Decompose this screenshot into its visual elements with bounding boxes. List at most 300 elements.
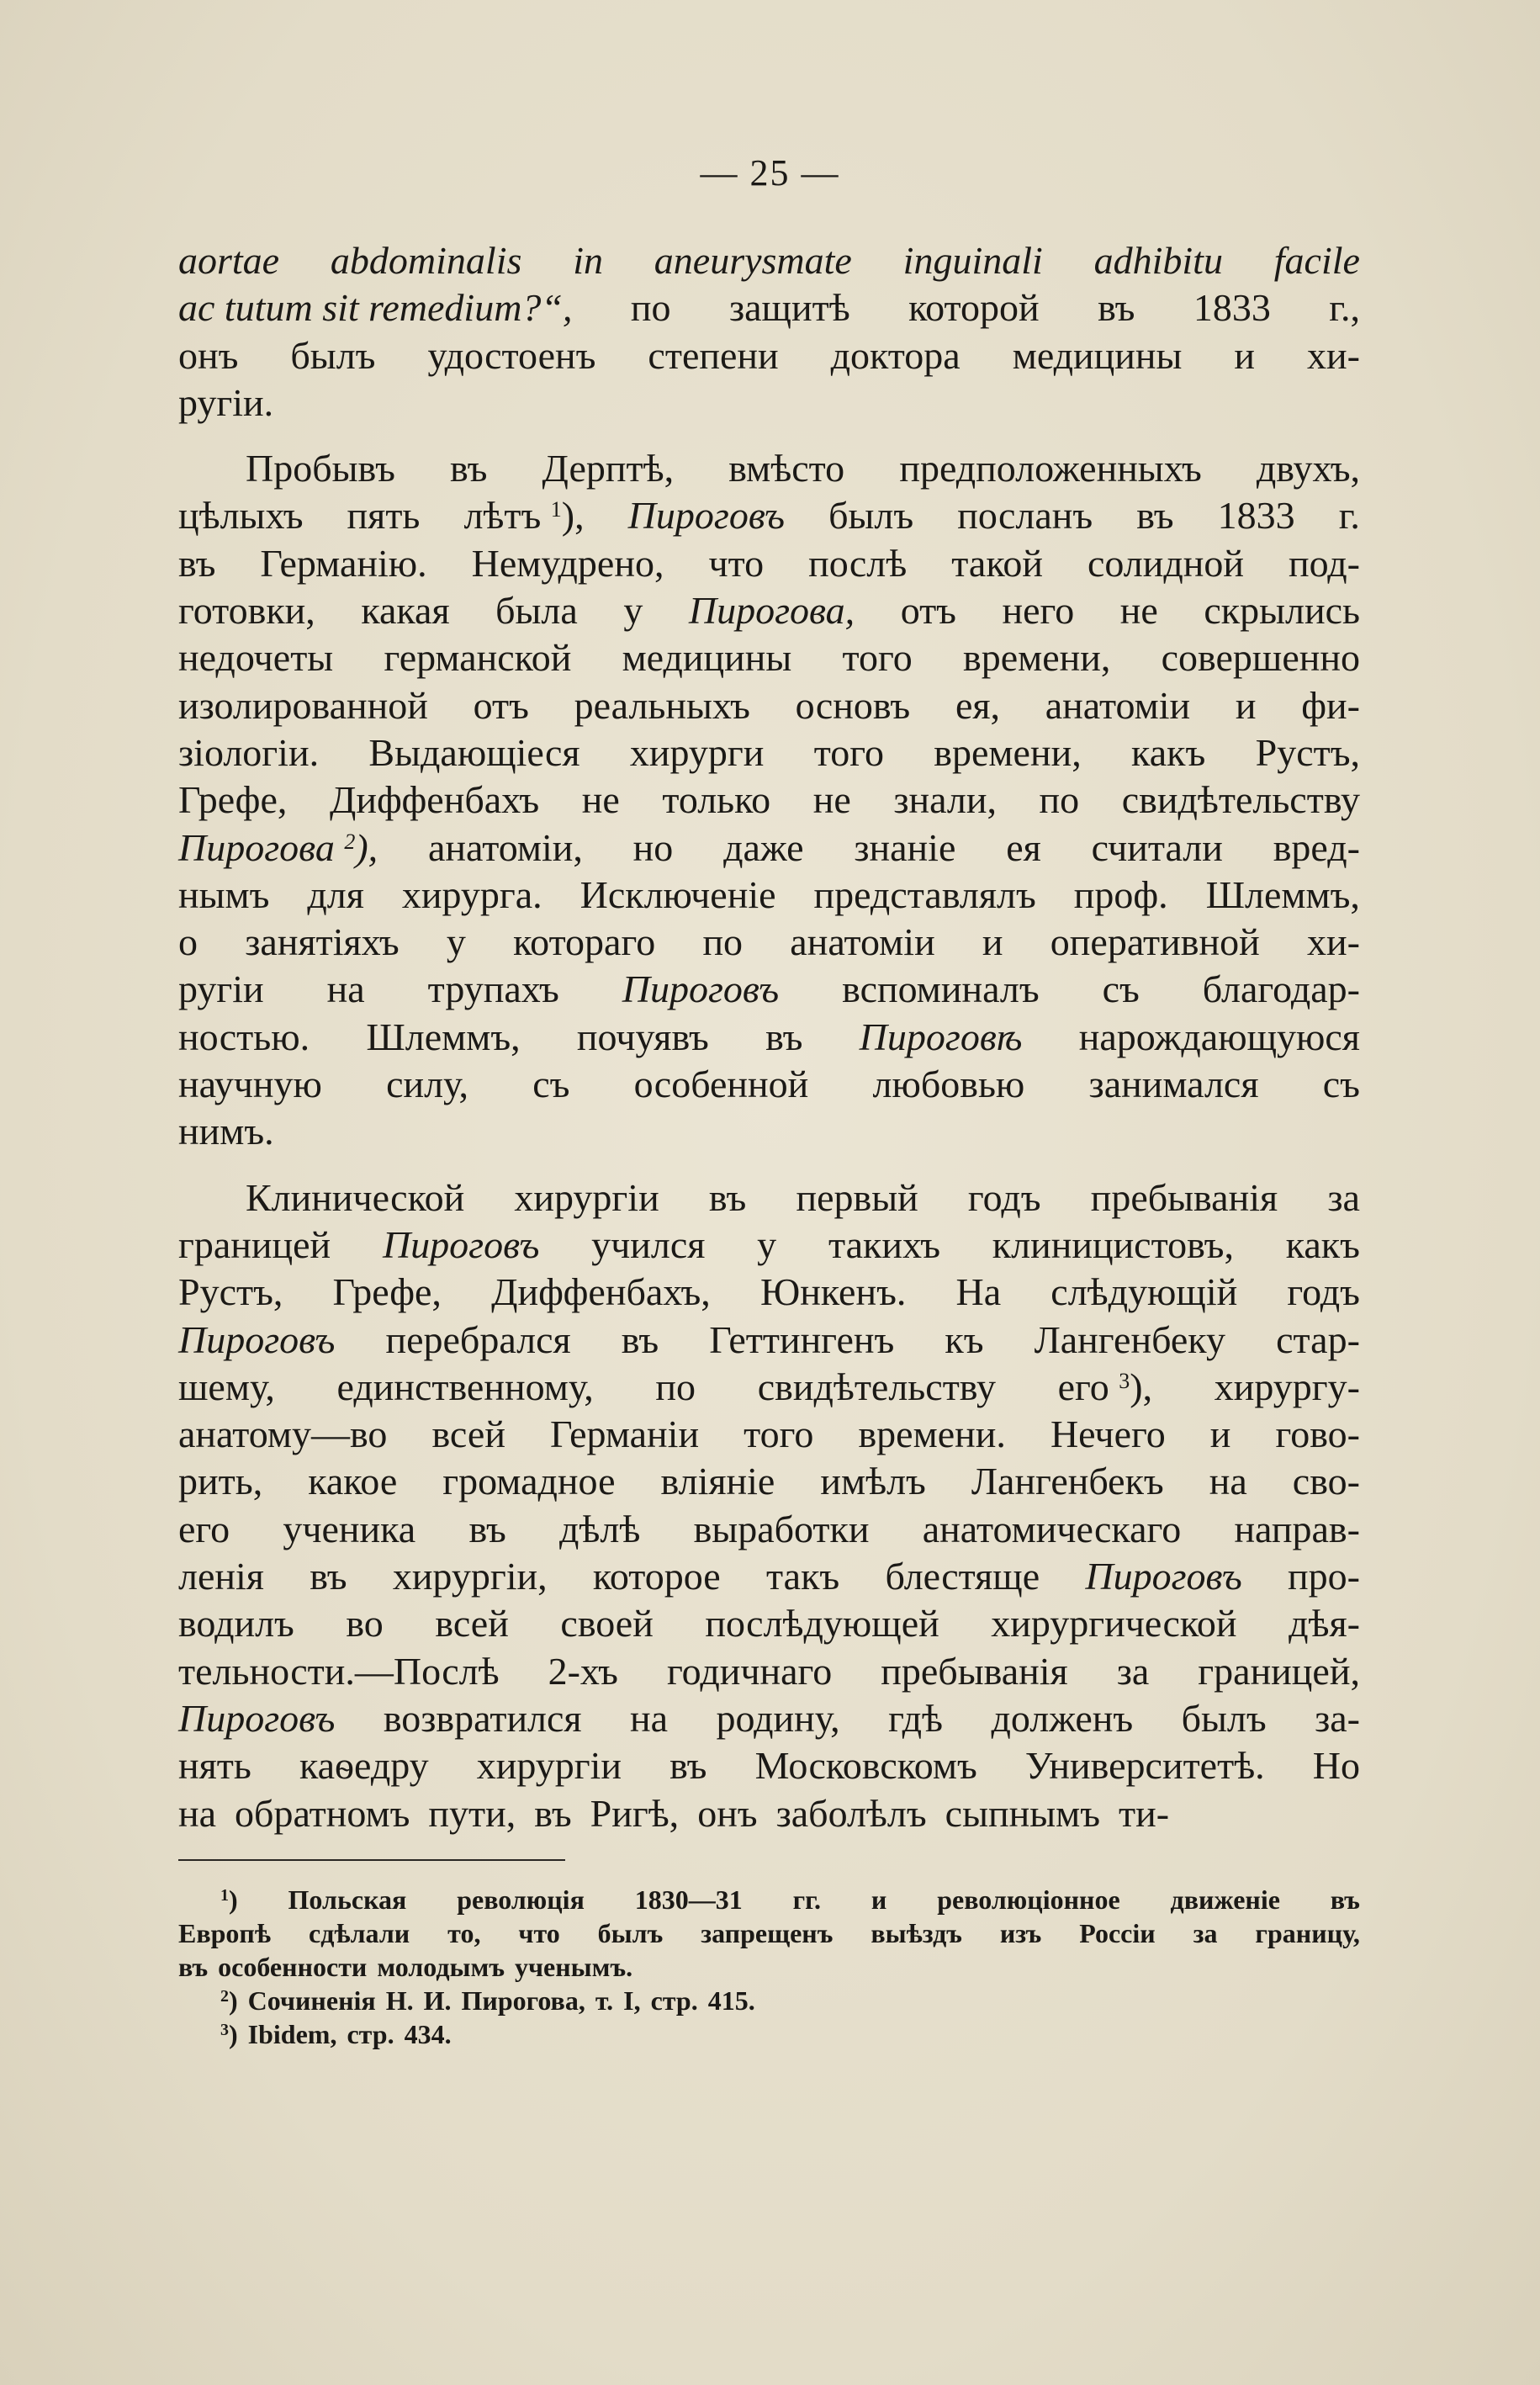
text-word: возвратился <box>383 1696 582 1740</box>
text-word: занятіяхъ <box>245 920 400 964</box>
text-word: того <box>842 636 913 680</box>
text-line <box>178 1317 1360 1364</box>
text-word: и <box>982 920 1003 964</box>
text-word: заболѣлъ <box>775 1791 927 1835</box>
text-word: у <box>623 589 643 633</box>
text-word: вмѣсто <box>728 447 845 490</box>
text-word: степени <box>648 333 779 377</box>
text-word: отъ <box>900 589 956 633</box>
text-word: Геттингенъ <box>709 1317 895 1361</box>
text-word: защитѣ <box>728 286 850 330</box>
text-word: такой <box>951 541 1043 585</box>
text-word: его <box>178 1507 230 1550</box>
text-word: Юнкенъ. <box>759 1270 907 1314</box>
text-word: въ <box>708 1175 747 1219</box>
text-word: под- <box>1288 541 1360 585</box>
text-word: доктора <box>830 333 961 377</box>
text-word: хирургической <box>991 1602 1237 1646</box>
text-word: имѣлъ <box>820 1460 926 1503</box>
text-word: свидѣтельству <box>1121 778 1360 822</box>
text-word: пять <box>347 494 421 538</box>
text-word: водилъ <box>178 1602 294 1646</box>
text-word: что <box>708 541 765 585</box>
text-word: ругіи <box>178 967 264 1011</box>
text-word: рить, <box>178 1460 263 1503</box>
text-word: фи- <box>1301 683 1360 727</box>
footnote-word: изъ <box>999 1918 1042 1948</box>
text-word: хирургіи <box>514 1175 659 1219</box>
text-word: 1833 <box>1193 286 1271 330</box>
text-word: совершенно <box>1161 636 1360 680</box>
text-word: abdominalis <box>330 239 522 282</box>
text-word: тельности.—Послѣ <box>178 1649 500 1693</box>
text-word: пребыванія <box>1090 1175 1278 1219</box>
text-word: по <box>655 1365 696 1408</box>
text-word: годъ <box>1287 1270 1360 1314</box>
footnote-word: 415. <box>707 1985 755 2016</box>
text-line <box>178 379 1360 427</box>
text-word: Лангенбеку <box>1034 1317 1226 1361</box>
text-word: г. <box>1338 494 1360 538</box>
text-word: ругіи. <box>178 380 274 424</box>
text-word: хи- <box>1307 333 1360 377</box>
text-word: всей <box>435 1602 509 1646</box>
text-word: благодар- <box>1202 967 1360 1011</box>
text-line <box>178 1014 1360 1061</box>
text-word: въ <box>178 541 216 585</box>
text-word: Лангенбекъ <box>971 1460 1164 1503</box>
text-word: въ <box>534 1791 572 1835</box>
text-word: про- <box>1288 1555 1360 1598</box>
text-word: котораго <box>513 920 656 964</box>
text-line <box>178 729 1360 776</box>
text-word: пути, <box>428 1791 516 1835</box>
text-word: 2-хъ <box>548 1649 618 1693</box>
text-word: клиницистовъ, <box>992 1222 1234 1266</box>
text-word: того <box>744 1412 814 1456</box>
text-word: не <box>581 778 620 822</box>
footnote-word: запрещенъ <box>701 1918 834 1948</box>
text-word: границей <box>178 1222 331 1266</box>
text-word: своей <box>560 1602 654 1646</box>
text-word: вспоминалъ <box>842 967 1040 1011</box>
text-word: въ <box>621 1317 659 1361</box>
text-word: предположенныхъ <box>899 447 1202 490</box>
text-word: хирургіи <box>476 1744 622 1788</box>
text-word: Пироговъ <box>178 1696 336 1740</box>
text-word: блестяще <box>885 1555 1040 1598</box>
text-word: Диффенбахъ, <box>491 1270 711 1314</box>
footnote-word: гг. <box>792 1884 822 1915</box>
text-line <box>178 1648 1360 1695</box>
text-word: цѣлыхъ <box>178 494 304 538</box>
text-line <box>178 1458 1360 1505</box>
text-word: г., <box>1329 286 1360 330</box>
text-line <box>178 1553 1360 1600</box>
text-word: какая <box>361 589 450 633</box>
text-word: гдѣ <box>888 1696 944 1740</box>
text-word: гово- <box>1275 1412 1360 1456</box>
text-word: пребыванія <box>881 1649 1068 1693</box>
text-word: дѣлѣ <box>559 1507 641 1550</box>
text-word: на <box>178 1791 217 1835</box>
text-word: въ <box>450 447 488 490</box>
text-word: ея, <box>955 683 1001 727</box>
text-word: и <box>1235 683 1257 727</box>
text-word: того <box>813 730 884 774</box>
text-word: хирурга. <box>401 872 542 916</box>
footnote-word: I, <box>623 1985 641 2016</box>
text-word: Университетѣ. <box>1024 1744 1265 1788</box>
text-word: на <box>326 967 365 1011</box>
text-word: знаніе <box>854 825 956 869</box>
text-word: германской <box>384 636 572 680</box>
text-word: годичнаго <box>666 1649 833 1693</box>
text-word: былъ <box>1181 1696 1267 1740</box>
text-word: онъ <box>178 333 239 377</box>
text-word: медицины <box>1012 333 1183 377</box>
footnote-word: за <box>1193 1918 1218 1948</box>
text-word: какое <box>308 1460 398 1503</box>
text-word: только <box>662 778 771 822</box>
text-word: даже <box>723 825 804 869</box>
footnote-word: $^3$) <box>220 2019 238 2049</box>
text-line <box>178 1364 1360 1411</box>
text-word: двухъ, <box>1256 447 1360 490</box>
text-word: съ <box>1102 967 1140 1011</box>
text-word: вліяніе <box>660 1460 775 1503</box>
text-word: какъ <box>1285 1222 1360 1266</box>
text-word: у <box>757 1222 777 1266</box>
text-line <box>178 1411 1360 1458</box>
main-text <box>178 237 1360 1837</box>
text-word: реальныхъ <box>574 683 750 727</box>
text-line <box>178 445 1360 492</box>
text-word: и <box>1209 1412 1231 1456</box>
text-word: ностью. <box>178 1015 310 1058</box>
text-word: Немудрено, <box>471 541 664 585</box>
text-word: нять <box>178 1744 251 1788</box>
text-word: въ <box>1136 494 1174 538</box>
text-word: почуявъ <box>576 1015 709 1058</box>
text-word: недочеты <box>178 636 334 680</box>
text-word: Рустъ, <box>1255 730 1360 774</box>
footnote-word: въ <box>178 1952 209 1982</box>
text-word: Исключеніе <box>579 872 776 916</box>
text-word: проф. <box>1073 872 1168 916</box>
text-word: 1833 <box>1217 494 1295 538</box>
text-word: анатому—во <box>178 1412 388 1456</box>
text-word: учился <box>591 1222 706 1266</box>
text-word: такихъ <box>828 1222 941 1266</box>
footnote-word: революція <box>457 1884 585 1915</box>
text-word: первый <box>796 1175 918 1219</box>
text-line <box>178 332 1360 379</box>
text-word: во <box>346 1602 384 1646</box>
text-word: in <box>573 239 603 282</box>
page-number: — 25 — <box>700 152 840 193</box>
text-word: Московскомъ <box>754 1744 977 1788</box>
text-word: на <box>630 1696 669 1740</box>
text-line <box>178 682 1360 729</box>
text-word: Германіи <box>550 1412 700 1456</box>
text-line <box>178 237 1360 284</box>
text-word: Ригѣ, <box>590 1791 680 1835</box>
text-word: хирургу- <box>1214 1365 1360 1408</box>
text-word: Германію. <box>260 541 427 585</box>
text-word: Пироговъ <box>1085 1555 1242 1598</box>
text-word: его $^3$), <box>1057 1365 1153 1408</box>
footnote-word: Россіи <box>1079 1918 1156 1948</box>
text-line <box>178 1222 1360 1269</box>
text-line <box>178 1174 1360 1222</box>
text-word: считали <box>1091 825 1223 869</box>
footnote-word: т. <box>595 1985 614 2016</box>
text-word: былъ <box>828 494 914 538</box>
text-word: стар- <box>1276 1317 1360 1361</box>
text-word: ac tutum sit remedium?“, <box>178 286 573 330</box>
footnote-word: Ibidem, <box>247 2019 337 2049</box>
text-word: научную <box>178 1063 322 1106</box>
footnote-word: Польская <box>288 1884 407 1915</box>
text-word: посланъ <box>957 494 1093 538</box>
text-word: которой <box>908 286 1040 330</box>
footnote-word: Пирогова, <box>461 1985 585 2016</box>
text-line <box>178 492 1360 539</box>
footnote-word: былъ <box>597 1918 664 1948</box>
footnote-word: ученымъ. <box>514 1952 633 1982</box>
text-line <box>178 824 1360 872</box>
text-word: Шлеммъ, <box>1205 872 1360 916</box>
footnote-word: выѣздъ <box>871 1918 962 1948</box>
text-word: вред- <box>1273 825 1360 869</box>
text-word: на <box>1209 1460 1247 1503</box>
text-word: него <box>1002 589 1075 633</box>
footnote-line <box>178 1883 1360 1916</box>
text-word: Рустъ, <box>178 1270 283 1314</box>
text-line <box>178 776 1360 824</box>
text-word: такъ <box>765 1555 840 1598</box>
text-word: удостоенъ <box>427 333 596 377</box>
text-line <box>178 1742 1360 1789</box>
text-word: трупахъ <box>427 967 559 1011</box>
text-word: готовки, <box>178 589 315 633</box>
text-word: Пробывъ <box>246 447 395 490</box>
text-word: въ <box>765 1015 803 1058</box>
text-word: представлялъ <box>813 872 1036 916</box>
text-word: выработки <box>693 1507 870 1550</box>
text-word: зіологіи. <box>178 730 320 774</box>
footnote-word: то, <box>447 1918 481 1948</box>
text-word: Нечего <box>1050 1412 1166 1456</box>
text-word: оперативной <box>1050 920 1260 964</box>
footnote-word: 434. <box>404 2019 452 2049</box>
text-word: шему, <box>178 1365 275 1408</box>
text-word: Клинической <box>246 1175 465 1219</box>
text-word: которое <box>592 1555 721 1598</box>
footnote-word: что <box>518 1918 560 1948</box>
text-word: съ <box>532 1063 570 1106</box>
text-word: къ <box>945 1317 984 1361</box>
text-word: въ <box>1098 286 1135 330</box>
text-word: послѣдующей <box>705 1602 939 1646</box>
text-word: былъ <box>290 333 376 377</box>
text-word: единственному, <box>336 1365 594 1408</box>
text-word: inguinali <box>902 239 1043 282</box>
text-line <box>178 540 1360 587</box>
text-word: aortae <box>178 239 280 282</box>
text-word: adhibitu <box>1093 239 1223 282</box>
footnote-line <box>178 1950 1360 1984</box>
footnote-word: стр. <box>650 1985 698 2016</box>
text-line <box>178 1061 1360 1108</box>
text-word: въ <box>669 1744 707 1788</box>
text-word: не <box>812 778 851 822</box>
text-word: въ <box>468 1507 506 1550</box>
footnote-word: Н. <box>385 1985 414 2016</box>
text-word: для <box>307 872 364 916</box>
text-word: времени, <box>962 636 1111 680</box>
text-word: за- <box>1315 1696 1360 1740</box>
text-line <box>178 284 1360 331</box>
footnote-word: границу, <box>1255 1918 1360 1948</box>
text-word: изолированной <box>178 683 428 727</box>
text-word: солидной <box>1087 541 1244 585</box>
text-word: онъ <box>697 1791 758 1835</box>
text-line <box>178 872 1360 919</box>
text-word: Пироговъ <box>178 1317 336 1361</box>
text-word: какъ <box>1131 730 1206 774</box>
text-word: анатоміи, <box>427 825 583 869</box>
text-word: дѣя- <box>1289 1602 1360 1646</box>
footnote-word: особенности <box>218 1952 368 1982</box>
text-word: Грефе, <box>332 1270 442 1314</box>
text-word: силу, <box>386 1063 468 1106</box>
text-line <box>178 1790 1360 1837</box>
text-word: по <box>702 920 744 964</box>
footnote-word: движеніе <box>1170 1884 1280 1915</box>
text-word: Пироговѣ <box>859 1015 1023 1058</box>
text-word: за <box>1116 1649 1150 1693</box>
text-word: сво- <box>1292 1460 1360 1503</box>
footnote-word: молодымъ <box>377 1952 505 1982</box>
text-word: Но <box>1312 1744 1360 1788</box>
text-word: отъ <box>473 683 529 727</box>
text-word: обратномъ <box>235 1791 410 1835</box>
text-word: анатоміи <box>1045 683 1191 727</box>
text-line <box>178 1269 1360 1316</box>
text-line <box>178 1506 1360 1553</box>
text-word: aneurysmate <box>654 239 852 282</box>
text-word: ленія <box>178 1555 264 1598</box>
footnote-word: $^1$) <box>220 1884 238 1915</box>
text-word: особенной <box>633 1063 809 1106</box>
footnote-word: $^2$) <box>220 1985 238 2016</box>
text-word: Шлеммъ, <box>366 1015 521 1058</box>
text-line <box>178 634 1360 681</box>
text-line <box>178 1108 1360 1155</box>
text-word: послѣ <box>808 541 908 585</box>
text-word: Пироговъ <box>627 494 786 538</box>
text-line <box>178 587 1360 634</box>
footnote-line <box>178 1984 1360 2017</box>
text-word: громадное <box>442 1460 616 1503</box>
text-word: Пирогова $^2$), <box>178 825 378 869</box>
footnote-word: И. <box>423 1985 452 2016</box>
text-word: въ <box>310 1555 347 1598</box>
text-line <box>178 919 1360 966</box>
footnote-line <box>178 2017 1360 2051</box>
text-word: хирурги <box>629 730 765 774</box>
text-word: и <box>1234 333 1256 377</box>
text-word: за <box>1327 1175 1360 1219</box>
text-word: лѣтъ $^1$), <box>463 494 585 538</box>
text-word: не <box>1119 589 1158 633</box>
text-word: Пироговъ <box>382 1222 540 1266</box>
footnote-word: Европѣ <box>178 1918 272 1948</box>
text-word: времени, <box>934 730 1082 774</box>
text-word: Выдающіеся <box>368 730 580 774</box>
text-word: анатоміи <box>790 920 935 964</box>
text-word: времени. <box>858 1412 1006 1456</box>
text-word: нымъ <box>178 872 270 916</box>
footnote-word: стр. <box>347 2019 394 2049</box>
text-word: занимался <box>1088 1063 1259 1106</box>
footnote-divider <box>178 1859 565 1861</box>
text-word: хи- <box>1306 920 1360 964</box>
footnote-word: Сочиненія <box>247 1985 376 2016</box>
text-word: по <box>630 286 671 330</box>
text-word: была <box>495 589 578 633</box>
text-word: годъ <box>967 1175 1041 1219</box>
text-word: анатомическаго <box>922 1507 1182 1550</box>
text-line <box>178 1695 1360 1742</box>
text-word: родину, <box>716 1696 840 1740</box>
text-word: хирургіи, <box>392 1555 548 1598</box>
text-word: свидѣтельству <box>757 1365 996 1408</box>
text-word: у <box>446 920 466 964</box>
text-word: Диффенбахъ <box>329 778 540 822</box>
text-word: но <box>632 825 674 869</box>
footnotes <box>178 1883 1360 2051</box>
footnote-word: революціонное <box>937 1884 1120 1915</box>
text-word: сыпнымъ <box>945 1791 1101 1835</box>
text-word: facile <box>1273 239 1360 282</box>
text-word: основъ <box>795 683 911 727</box>
text-word: Дерптѣ, <box>542 447 675 490</box>
text-word: Пирогова, <box>688 589 855 633</box>
text-word: ти- <box>1119 1791 1170 1835</box>
text-word: перебрался <box>385 1317 571 1361</box>
text-word: скрылись <box>1204 589 1360 633</box>
text-word: направ- <box>1234 1507 1360 1550</box>
text-word: медицины <box>622 636 792 680</box>
text-word: съ <box>1322 1063 1360 1106</box>
text-word: знали, <box>893 778 997 822</box>
text-line <box>178 966 1360 1013</box>
text-word: ученика <box>283 1507 416 1550</box>
text-word: долженъ <box>991 1696 1134 1740</box>
text-word: Грефе, <box>178 778 288 822</box>
text-word: нимъ. <box>178 1110 274 1153</box>
text-word: Пироговъ <box>622 967 780 1011</box>
text-word: ея <box>1006 825 1041 869</box>
footnote-word: сдѣлали <box>309 1918 410 1948</box>
text-word: границей, <box>1198 1649 1360 1693</box>
footnote-word: въ <box>1330 1884 1360 1915</box>
text-word: любовью <box>872 1063 1025 1106</box>
text-word: нарождающуюся <box>1078 1015 1360 1058</box>
